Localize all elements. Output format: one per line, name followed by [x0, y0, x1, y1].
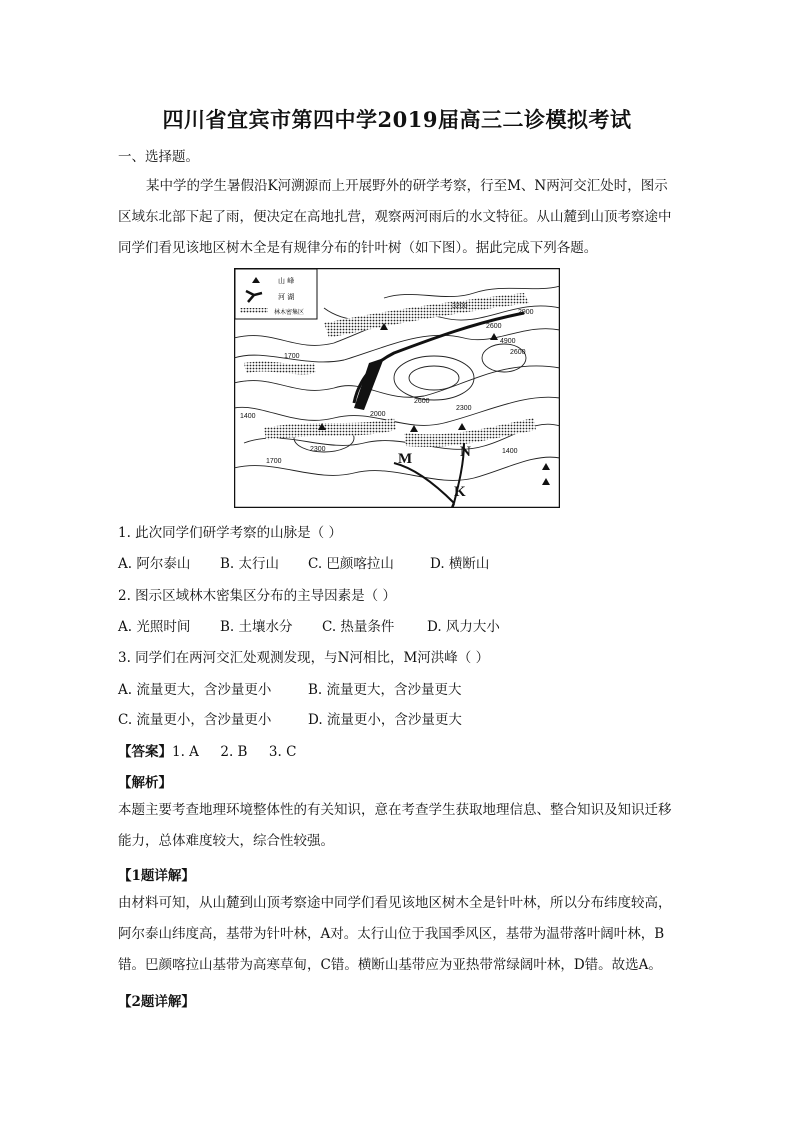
option: C. 热量条件	[322, 619, 395, 635]
contour-label: 2600	[510, 349, 526, 356]
label-m: M	[398, 451, 413, 467]
question-3: 3. 同学们在两河交汇处观测发现，与N河相比，M河洪峰（ ）	[118, 650, 490, 666]
option: B. 土壤水分	[220, 619, 293, 635]
question-1: 1. 此次同学们研学考察的山脉是（ ）	[118, 525, 342, 541]
intro-paragraph: 某中学的学生暑假沿K河溯源而上开展野外的研学考察，行至M、N两河交汇处时，图示区域东北部下起了雨，便决定在高地扎营，观察两河雨后的水文特征。从山麓到山顶考察途中同学们看见该地区树木全是有规律分布的针叶树（如下图）。据此完成下列各题。	[118, 178, 672, 256]
contour-label: 2000	[370, 411, 386, 418]
contour-label: 1700	[284, 353, 300, 360]
legend-forest: 林木密集区	[274, 309, 305, 316]
option: C. 巴颜喀拉山	[308, 556, 394, 572]
contour-label: 1400	[240, 413, 256, 420]
contour-label: 2300	[456, 405, 472, 412]
option: B. 流量更大，含沙量更大	[308, 682, 462, 698]
option: B. 太行山	[220, 556, 280, 572]
option: D. 风力大小	[427, 619, 500, 635]
question-1-options	[118, 552, 489, 572]
label-k: K	[454, 484, 466, 500]
option: D. 流量更小，含沙量更大	[308, 712, 462, 728]
contour-label: 2900	[518, 309, 534, 316]
page-title: 四川省宜宾市第四中学2019届高三二诊模拟考试	[162, 107, 632, 132]
option: A. 光照时间	[118, 619, 191, 635]
answer-line	[118, 740, 296, 760]
topographic-map	[234, 268, 560, 508]
contour-label: 3200	[452, 303, 468, 310]
contour-label: 4900	[500, 338, 516, 345]
question-3-options-row1	[118, 678, 462, 698]
contour-label: 1700	[266, 458, 282, 465]
option: D. 横断山	[430, 556, 490, 572]
contour-label: 2600	[486, 323, 502, 330]
label-n: N	[460, 444, 471, 460]
option: C. 流量更小，含沙量更小	[118, 712, 272, 728]
question-2: 2. 图示区域林木密集区分布的主导因素是（ ）	[118, 588, 396, 604]
analysis-label: 【解析】	[118, 775, 172, 791]
q2-detail-label: 【2题详解】	[118, 994, 195, 1010]
answer-label: 【答案】	[118, 744, 172, 760]
contour-label: 2600	[414, 398, 430, 405]
contour-label: 2300	[310, 446, 326, 453]
contour-label: 1400	[502, 448, 518, 455]
option: A. 流量更大，含沙量更小	[118, 682, 272, 698]
forest-legend-icon	[240, 308, 268, 313]
q1-detail-text: 由材料可知，从山麓到山顶考察途中同学们看见该地区树木全是针叶林，所以分布纬度较高，阿尔泰山纬度高，基带为针叶林，A对。太行山位于我国季风区，基带为温带落叶阔叶林，B错。巴颜喀拉山基带为高寒草甸，C错。横断山基带应为亚热带常绿阔叶林，D错。故选A。	[118, 895, 672, 973]
question-2-options	[118, 615, 500, 635]
answer-values: 1. A 2. B 3. C	[172, 744, 297, 760]
question-3-options-row2	[118, 708, 462, 728]
legend-river: 河 湖	[278, 293, 295, 301]
q1-detail-label: 【1题详解】	[118, 868, 195, 884]
section-heading: 一、选择题。	[118, 149, 199, 165]
option: A. 阿尔泰山	[118, 556, 191, 572]
analysis-text: 本题主要考查地理环境整体性的有关知识，意在考查学生获取地理信息、整合知识及知识迁移能力，总体难度较大，综合性较强。	[118, 802, 672, 849]
legend-peak: 山 峰	[278, 277, 295, 285]
